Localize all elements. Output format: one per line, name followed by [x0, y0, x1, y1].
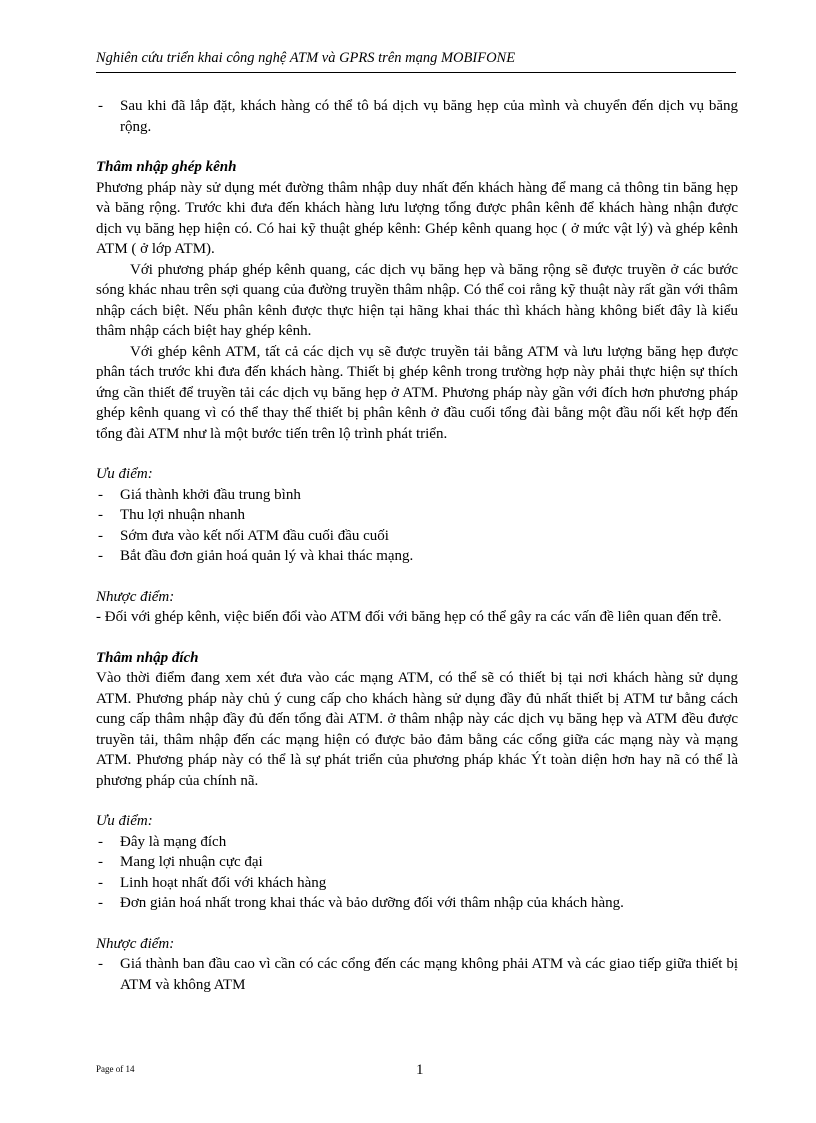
list-item: - Thu lợi nhuận nhanh: [96, 505, 738, 526]
advantages-heading: Ưu điểm:: [96, 466, 153, 482]
list-item: - Bắt đầu đơn giản hoá quản lý và khai thác mạng.: [96, 546, 738, 567]
disadvantages-heading: Nhược điểm:: [96, 588, 175, 605]
page-content: [96, 96, 738, 995]
list-item: - Linh hoạt nhất đối với khách hàng: [96, 873, 738, 894]
list-item: - Giá thành khởi đầu trung bình: [96, 485, 738, 506]
list-item: - Mang lợi nhuận cực đại: [96, 852, 738, 873]
page-count-label: Page of 14: [96, 1064, 135, 1074]
section-heading-target-access: Thâm nhập đích: [96, 649, 199, 666]
list-item: - Giá thành ban đầu cao vì cần có các cổng đến các mạng không phải ATM và các giao tiếp giữa thiết bị ATM và không ATM: [96, 954, 738, 995]
disadvantages-heading: Nhược điểm:: [96, 935, 175, 952]
section-heading-multiplex-access: Thâm nhập ghép kênh: [96, 159, 237, 175]
running-header: Nghiên cứu triển khai công nghệ ATM và GPRS trên mạng MOBIFONE: [96, 48, 736, 73]
list-item: - Đơn giản hoá nhất trong khai thác và bảo dưỡng đối với thâm nhập của khách hàng.: [96, 893, 738, 914]
advantages-list: [96, 485, 738, 567]
paragraph: Với ghép kênh ATM, tất cả các dịch vụ sẽ được truyền tải bằng ATM và lưu lượng băng hẹp được phân tách trước khi đưa đến khách hàng. Thiết bị ghép kênh trong trường hợp này phải thực hiện sự thích ứng cần thiết để truyền tải các dịch vụ băng hẹp ở ATM. Phương pháp này gần với đích hơn phương pháp ghép kênh quang vì có thể thay thế thiết bị phân kênh ở đầu cuối tổng đài bằng một đầu nối kết hợp đến tổng đài ATM như là một bước tiến trên lộ trình phát triển.: [96, 343, 738, 442]
paragraph: Phương pháp này sử dụng mét đường thâm nhập duy nhất đến khách hàng để mang cả thông tin băng hẹp và băng rộng. Trước khi đưa đến khách hàng lưu lượng tổng được phân kênh để khách hàng nhận được dịch vụ băng hẹp hiện có. Có hai kỹ thuật ghép kênh: Ghép kênh quang học ( ở mức vật lý) và ghép kênh ATM ( ở lớp ATM).: [96, 179, 738, 257]
disadvantages-list: [96, 954, 738, 995]
intro-list: [96, 96, 738, 137]
page-number: 1: [416, 1062, 424, 1078]
list-item: - Sau khi đã lắp đặt, khách hàng có thể tô bá dịch vụ băng hẹp của mình và chuyển đến dịch vụ băng rộng.: [96, 96, 738, 137]
paragraph: Vào thời điểm đang xem xét đưa vào các mạng ATM, có thể sẽ có thiết bị tại nơi khách hàng sử dụng ATM. Phương pháp này chủ ý cung cấp cho khách hàng sử dụng đầy đủ nhất thiết bị ATM tư bằng cách cung cấp thâm nhập đầy đủ đến tổng đài ATM. ở thâm nhập này các dịch vụ băng hẹp và ATM đều được truyền tải, thâm nhập đến các mạng hiện có được bảo đảm bằng các cổng giữa các mạng này và mạng ATM. Phương pháp này có thể là sự phát triển của phương pháp khác Ýt toàn diện hơn hay nã có thể là phương pháp của chính nã.: [96, 670, 738, 789]
paragraph: Với phương pháp ghép kênh quang, các dịch vụ băng hẹp và băng rộng sẽ được truyền ở các bước sóng khác nhau trên sợi quang của đường truyền thâm nhập. Có thể coi rằng kỹ thuật này rất gần với thâm nhập cách biệt. Nếu phân kênh được thực hiện tại hãng khai thác thì khách hàng không biết đây là kiểu thâm nhập cách biệt hay ghép kênh.: [96, 261, 738, 339]
list-item: - Sớm đưa vào kết nối ATM đầu cuối đầu cuối: [96, 526, 738, 547]
advantages-list: [96, 832, 738, 914]
advantages-heading: Ưu điểm:: [96, 813, 153, 829]
list-item: - Đây là mạng đích: [96, 832, 738, 853]
paragraph: - Đối với ghép kênh, việc biến đổi vào ATM đối với băng hẹp có thể gây ra các vấn đề liên quan đến trễ.: [96, 609, 722, 625]
